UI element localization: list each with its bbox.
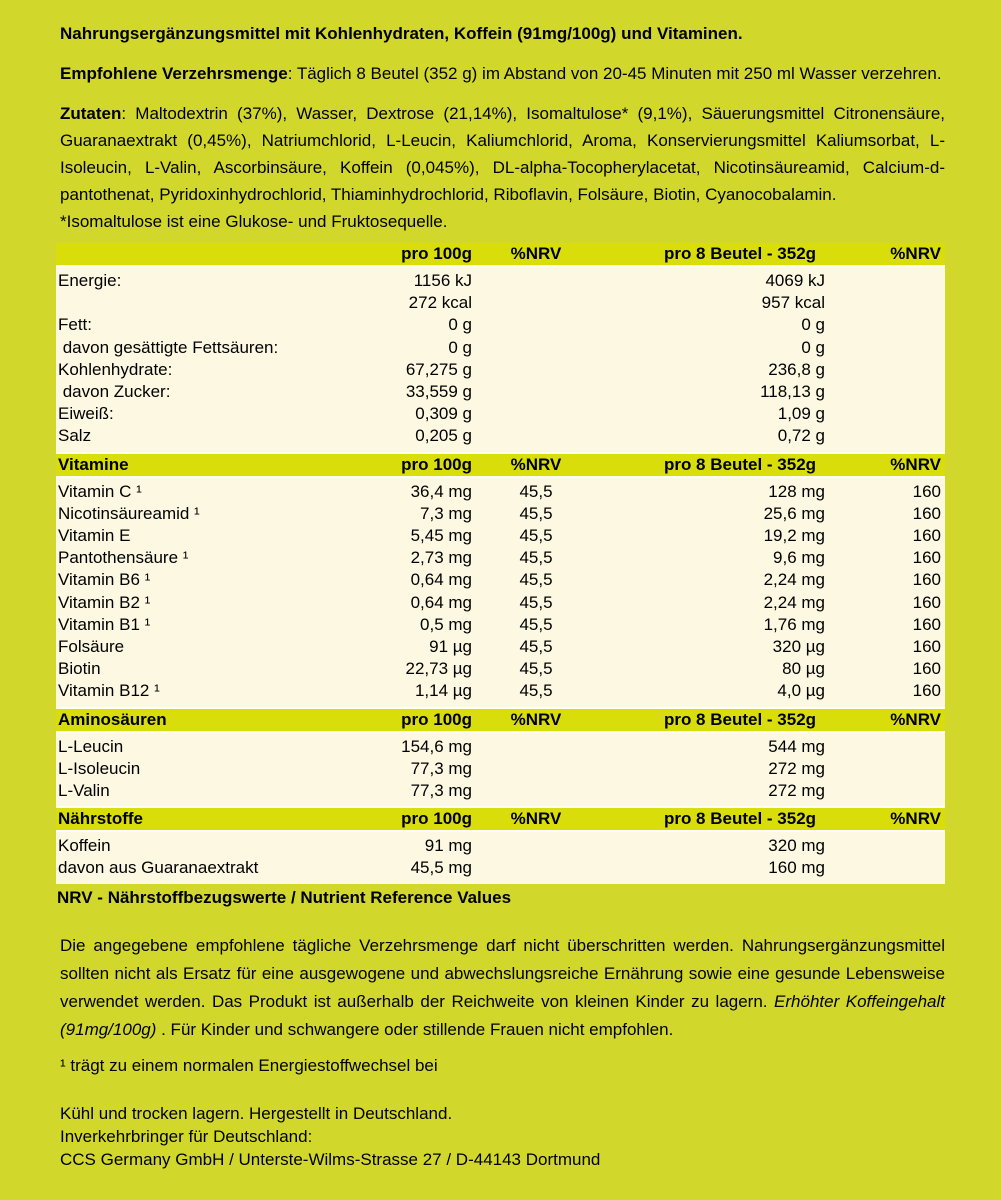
row-value: 45,5 <box>519 637 553 657</box>
row-value: 160 <box>912 637 941 657</box>
section-title-energy <box>56 243 302 265</box>
row-value <box>880 425 945 447</box>
row-value: 160 <box>912 592 941 612</box>
column-header-amino-acids-2: %NRV <box>510 709 562 729</box>
row-value: 1,14 µg <box>414 681 472 701</box>
row-value <box>880 292 945 314</box>
row-value <box>472 337 600 359</box>
row-value: 272 mg <box>768 758 825 778</box>
row-value: 25,6 mg <box>763 503 825 523</box>
distributor-label: Inverkehrbringer für Deutschland: <box>60 1126 313 1146</box>
column-header-vitamins-2: %NRV <box>510 454 562 474</box>
dosage-paragraph <box>56 60 945 87</box>
row-value: 45,5 <box>519 503 553 523</box>
row-value: 45,5 <box>519 681 553 701</box>
column-header-energy-4: %NRV <box>890 244 941 263</box>
column-header-energy-2: %NRV <box>510 244 562 263</box>
column-header-amino-acids-3: pro 8 Beutel - 352g <box>663 709 817 729</box>
table-row <box>56 636 945 658</box>
column-header-amino-acids-4: %NRV <box>890 709 941 729</box>
ingredients-paragraph <box>56 100 945 208</box>
table-row <box>56 736 945 758</box>
row-label <box>56 292 302 314</box>
row-value: 7,3 mg <box>420 503 472 523</box>
section-header-nutrients <box>56 806 945 832</box>
row-value <box>880 835 945 857</box>
row-label: davon gesättigte Fettsäuren: <box>58 337 279 357</box>
table-row <box>56 780 945 802</box>
row-value <box>472 314 600 336</box>
row-value: 0,205 g <box>415 426 472 446</box>
row-value: 22,73 µg <box>405 659 472 679</box>
row-label: Biotin <box>58 659 101 679</box>
section-body-nutrients <box>56 832 945 883</box>
row-value: 0 g <box>448 315 472 335</box>
row-value: 45,5 mg <box>410 858 472 878</box>
row-value <box>472 835 600 857</box>
row-value: 77,3 mg <box>410 758 472 778</box>
distributor-line: CCS Germany GmbH / Unterste-Wilms-Strasse 27 / D-44143 Dortmund <box>60 1149 601 1169</box>
row-label: L-Leucin <box>58 736 124 756</box>
row-value: 0 g <box>801 337 825 357</box>
ingredients-label: Zutaten <box>60 104 122 123</box>
row-label: Vitamin B6 ¹ <box>58 570 151 590</box>
row-label: L-Isoleucin <box>58 758 141 778</box>
table-row <box>56 525 945 547</box>
table-row <box>56 857 945 879</box>
row-value: 1,76 mg <box>763 614 825 634</box>
table-row <box>56 314 945 336</box>
row-value: 45,5 <box>519 570 553 590</box>
table-row <box>56 758 945 780</box>
row-value: 236,8 g <box>768 359 825 379</box>
row-value <box>472 381 600 403</box>
row-value: 154,6 mg <box>401 736 472 756</box>
row-label: L-Valin <box>58 781 110 801</box>
table-row <box>56 658 945 680</box>
row-value: 160 mg <box>768 858 825 878</box>
section-title-amino-acids: Aminosäuren <box>58 709 167 729</box>
row-value: 160 <box>912 614 941 634</box>
row-label: Energie: <box>58 271 122 290</box>
warning-text: Die angegebene empfohlene tägliche Verzehrsmenge darf nicht überschritten werden. Nahrungsergänzungsmittel sollten nicht als Ersatz für eine ausgewogene und abwechslungsreiche Ernährung sowie eine gesunde Lebensweise verwendet werden. Das Produkt ist außerhalb der Reichweite von kleinen Kinder zu lagern. <box>60 935 945 1011</box>
row-label: Nicotinsäureamid ¹ <box>58 503 200 523</box>
row-label: Fett: <box>58 315 93 335</box>
row-value: 160 <box>912 548 941 568</box>
nutrition-table <box>56 243 945 884</box>
table-row <box>56 503 945 525</box>
section-body-vitamins <box>56 478 945 707</box>
row-value: 0,64 mg <box>410 570 472 590</box>
row-value: 128 mg <box>768 481 825 501</box>
row-value <box>880 857 945 879</box>
row-label: davon aus Guaranaextrakt <box>58 858 259 878</box>
row-value: 2,73 mg <box>410 548 472 568</box>
row-value: 2,24 mg <box>763 570 825 590</box>
energy-metabolism-footnote: ¹ trägt zu einem normalen Energiestoffwechsel bei <box>60 1055 438 1075</box>
row-value: 160 <box>912 681 941 701</box>
row-value: 45,5 <box>519 548 553 568</box>
row-value <box>472 270 600 292</box>
row-value: 1,09 g <box>777 404 825 424</box>
row-value: 67,275 g <box>405 359 472 379</box>
row-value <box>472 292 600 314</box>
row-value: 45,5 <box>519 481 553 501</box>
column-header-nutrients-4: %NRV <box>890 809 941 829</box>
column-header-amino-acids-1: pro 100g <box>401 709 472 729</box>
product-headline: Nahrungsergänzungsmittel mit Kohlenhydraten, Koffein (91mg/100g) und Vitaminen. <box>60 24 743 43</box>
table-row <box>56 614 945 636</box>
row-value <box>472 758 600 780</box>
column-header-vitamins-3: pro 8 Beutel - 352g <box>663 454 817 474</box>
column-header-energy-3: pro 8 Beutel - 352g <box>663 244 817 263</box>
row-value: 160 <box>912 481 941 501</box>
row-value: 957 kcal <box>761 293 825 313</box>
table-row <box>56 359 945 381</box>
row-value: 0,5 mg <box>420 614 472 634</box>
row-value: 0,72 g <box>777 426 825 446</box>
row-label: Folsäure <box>58 637 125 657</box>
row-value: 36,4 mg <box>410 481 472 501</box>
section-body-energy <box>56 267 945 452</box>
row-value: 272 kcal <box>408 293 472 313</box>
row-value: 45,5 <box>519 526 553 546</box>
section-body-amino-acids <box>56 733 945 807</box>
column-header-nutrients-1: pro 100g <box>401 809 472 829</box>
table-row <box>56 270 945 292</box>
row-value: 19,2 mg <box>763 526 825 546</box>
storage-line: Kühl und trocken lagern. Hergestellt in Deutschland. <box>60 1103 453 1123</box>
row-value: 1156 kJ <box>413 271 472 290</box>
row-value: 272 mg <box>768 781 825 801</box>
section-title-nutrients: Nährstoffe <box>58 809 144 829</box>
row-value: 160 <box>912 570 941 590</box>
row-value <box>472 780 600 802</box>
row-label: Eiweiß: <box>58 404 114 424</box>
row-label: Vitamin E <box>58 526 131 546</box>
row-label: Vitamin B12 ¹ <box>58 681 160 701</box>
nrv-footnote: NRV - Nährstoffbezugswerte / Nutrient Reference Values <box>57 887 512 907</box>
row-value: 118,13 g <box>760 382 825 402</box>
row-value: 0,64 mg <box>410 592 472 612</box>
row-value <box>880 403 945 425</box>
section-header-vitamins <box>56 452 945 478</box>
row-value <box>880 381 945 403</box>
row-value <box>880 337 945 359</box>
row-value <box>880 780 945 802</box>
table-row <box>56 381 945 403</box>
row-value: 5,45 mg <box>410 526 472 546</box>
row-value: 80 µg <box>782 659 825 679</box>
row-value <box>880 736 945 758</box>
row-value: 4,0 µg <box>777 681 825 701</box>
row-value: 160 <box>912 659 941 679</box>
section-header-amino-acids <box>56 707 945 733</box>
table-row <box>56 337 945 359</box>
row-value: 2,24 mg <box>763 592 825 612</box>
caffeine-warning-italic: Erhöhter Koffeingehalt (91mg/100g) <box>60 991 945 1039</box>
row-value: 0 g <box>448 337 472 357</box>
row-value: 9,6 mg <box>773 548 825 568</box>
table-header <box>56 243 945 267</box>
row-value: 45,5 <box>519 592 553 612</box>
row-value <box>472 425 600 447</box>
row-value: 320 µg <box>772 637 825 657</box>
row-value <box>472 857 600 879</box>
row-value: 544 mg <box>768 736 825 756</box>
row-value <box>472 736 600 758</box>
dosage-label: Empfohlene Verzehrsmenge <box>60 64 288 83</box>
section-title-vitamins: Vitamine <box>58 454 129 474</box>
row-value: 33,559 g <box>405 382 472 402</box>
row-value: 45,5 <box>519 614 553 634</box>
warning-paragraph <box>56 932 945 1044</box>
table-row <box>56 481 945 503</box>
storage-block <box>56 1102 945 1171</box>
row-value: 0,309 g <box>415 404 472 424</box>
row-value: 45,5 <box>519 659 553 679</box>
row-label: davon Zucker: <box>58 382 171 402</box>
table-row <box>56 292 945 314</box>
row-value: 77,3 mg <box>410 781 472 801</box>
row-value: 320 mg <box>768 836 825 856</box>
row-label: Vitamin B1 ¹ <box>58 614 151 634</box>
column-header-vitamins-4: %NRV <box>890 454 941 474</box>
row-value: 160 <box>912 526 941 546</box>
row-label: Koffein <box>58 836 111 856</box>
warning-text-end: . Für Kinder und schwangere oder stillende Frauen nicht empfohlen. <box>156 1019 674 1039</box>
row-value: 91 µg <box>429 637 472 657</box>
table-row <box>56 680 945 702</box>
column-header-nutrients-2: %NRV <box>510 809 562 829</box>
row-label: Vitamin B2 ¹ <box>58 592 151 612</box>
row-value <box>472 359 600 381</box>
ingredients-text: : Maltodextrin (37%), Wasser, Dextrose (21,14%), Isomaltulose* (9,1%), Säuerungsmittel Citronensäure, Guaranaextrakt (0,45%), Natriumchlorid, L-Leucin, Kaliumchlorid, Aroma, Konservierungsmittel Kaliumsorbat, L-Isoleucin, L-Valin, Ascorbinsäure, Koffein (0,045%), DL-alpha-Tocopherylacetat, Nicotinsäureamid, Calcium-d-pantothenat, Pyridoxinhydrochlorid, Thiaminhydrochlorid, Riboflavin, Folsäure, Biotin, Cyanocobalamin. <box>60 104 945 204</box>
row-value: 91 mg <box>424 836 472 856</box>
row-label: Kohlenhydrate: <box>58 359 173 379</box>
table-row <box>56 835 945 857</box>
isomaltulose-footnote: *Isomaltulose ist eine Glukose- und Fruktosequelle. <box>60 212 448 231</box>
row-label: Salz <box>58 426 92 446</box>
column-header-nutrients-3: pro 8 Beutel - 352g <box>663 809 817 829</box>
table-row <box>56 592 945 614</box>
row-value <box>880 758 945 780</box>
row-value <box>472 403 600 425</box>
column-header-vitamins-1: pro 100g <box>401 454 472 474</box>
row-value <box>880 359 945 381</box>
row-value <box>880 314 945 336</box>
row-label: Pantothensäure ¹ <box>58 548 189 568</box>
dosage-text: : Täglich 8 Beutel (352 g) im Abstand von 20-45 Minuten mit 250 ml Wasser verzehren. <box>287 64 942 83</box>
table-row <box>56 547 945 569</box>
row-value: 160 <box>912 503 941 523</box>
table-row <box>56 569 945 591</box>
row-label: Vitamin C ¹ <box>58 481 142 501</box>
row-value: 4069 kJ <box>765 271 825 290</box>
table-row <box>56 425 945 447</box>
column-header-energy-1: pro 100g <box>401 244 472 263</box>
row-value: 0 g <box>801 315 825 335</box>
table-row <box>56 403 945 425</box>
row-value <box>880 270 945 292</box>
